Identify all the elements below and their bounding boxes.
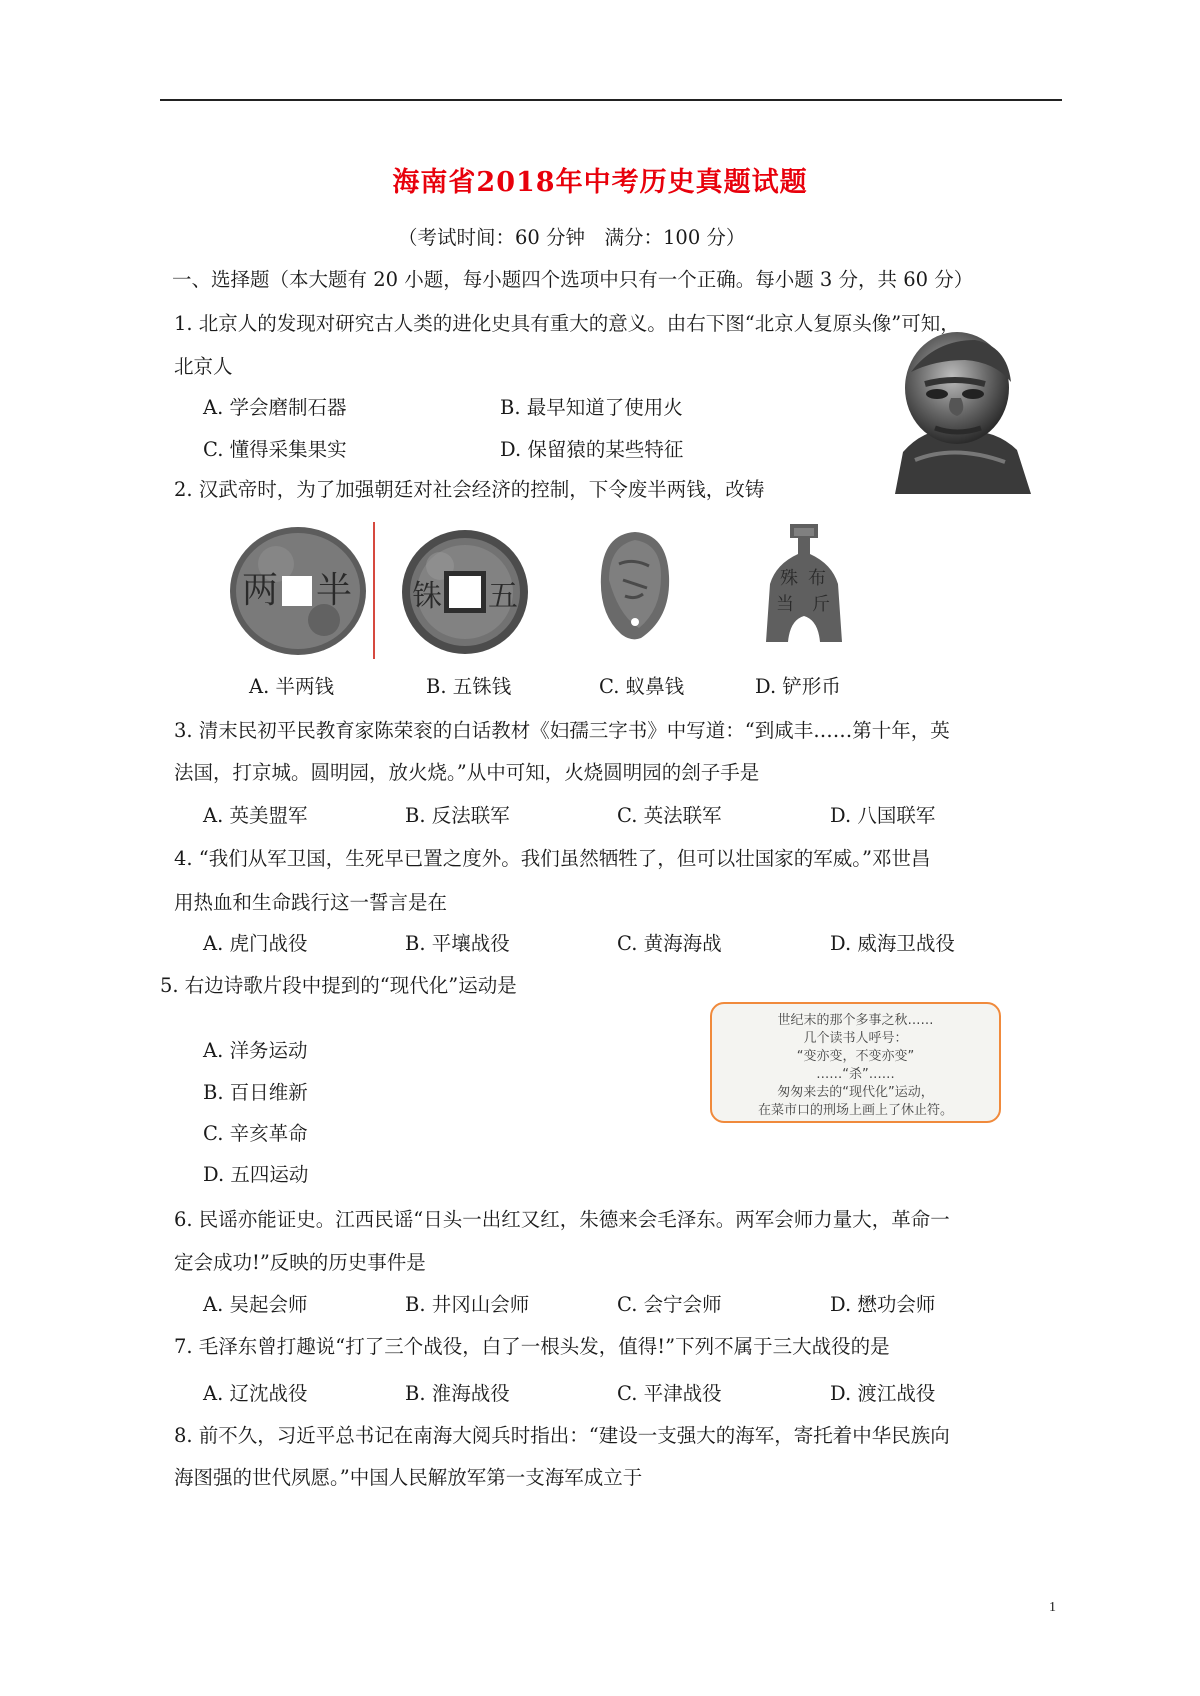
q8-stem-line2: 海图强的世代夙愿。”中国人民解放军第一支海军成立于 xyxy=(174,1466,643,1489)
q3-option-d: D. 八国联军 xyxy=(830,804,936,827)
q2-option-a: A. 半两钱 xyxy=(249,675,334,698)
q7-stem-line1: 7. 毛泽东曾打趣说“打了三个战役，白了一根头发，值得!”下列不属于三大战役的是 xyxy=(174,1335,890,1358)
q7-option-d: D. 渡江战役 xyxy=(830,1382,936,1405)
q1-option-a: A. 学会磨制石器 xyxy=(203,396,347,419)
coin-spade-char-3: 当 xyxy=(776,594,794,615)
q6-option-c: C. 会宁会师 xyxy=(617,1293,722,1316)
coin-banliang-right-char: 半 xyxy=(316,570,353,611)
poem-line-4: ……“杀”…… xyxy=(816,1067,895,1082)
q4-stem-line2: 用热血和生命践行这一誓言是在 xyxy=(174,891,448,914)
q1-option-c: C. 懂得采集果实 xyxy=(203,438,347,461)
q2-option-d: D. 铲形币 xyxy=(755,675,841,698)
exam-info: （考试时间：60 分钟 满分：100 分） xyxy=(398,226,746,249)
coin-wuzhu-left-char: 铢 xyxy=(412,579,442,614)
q2-stem-line1: 2. 汉武帝时，为了加强朝廷对社会经济的控制，下令废半两钱，改铸 xyxy=(174,478,765,501)
page-number: 1 xyxy=(1049,1600,1056,1615)
q5-option-b: B. 百日维新 xyxy=(203,1081,308,1104)
q4-option-d: D. 威海卫战役 xyxy=(830,932,955,955)
q2-option-b: B. 五铢钱 xyxy=(426,675,512,698)
coin-spade-image xyxy=(762,524,846,644)
coin-yibi-image xyxy=(597,530,673,642)
page-title: 海南省2018年中考历史真题试题 xyxy=(392,167,808,198)
q7-option-a: A. 辽沈战役 xyxy=(203,1382,308,1405)
q6-stem-line2: 定会成功!”反映的历史事件是 xyxy=(174,1251,426,1274)
q5-option-d: D. 五四运动 xyxy=(203,1163,309,1186)
poem-line-6: 在菜市口的刑场上画上了休止符。 xyxy=(757,1103,953,1118)
peking-man-bust-image xyxy=(885,332,1035,494)
coin-spade-char-2: 布 xyxy=(808,568,826,589)
q6-option-a: A. 吴起会师 xyxy=(203,1293,308,1316)
q8-stem-line1: 8. 前不久，习近平总书记在南海大阅兵时指出：“建设一支强大的海军，寄托着中华民族向 xyxy=(174,1424,950,1447)
q3-option-c: C. 英法联军 xyxy=(617,804,722,827)
q7-option-c: C. 平津战役 xyxy=(617,1382,722,1405)
poem-line-3: “变亦变，不变亦变” xyxy=(796,1049,915,1064)
q4-option-a: A. 虎门战役 xyxy=(203,932,308,955)
q5-option-c: C. 辛亥革命 xyxy=(203,1122,308,1145)
poem-line-5: 匆匆来去的“现代化”运动， xyxy=(777,1085,934,1100)
q3-option-b: B. 反法联军 xyxy=(405,804,510,827)
q4-option-c: C. 黄海海战 xyxy=(617,932,722,955)
coin-spade-char-4: 斤 xyxy=(812,594,830,615)
q5-stem-line1: 5. 右边诗歌片段中提到的“现代化”运动是 xyxy=(160,974,517,997)
q4-stem-line1: 4. “我们从军卫国，生死早已置之度外。我们虽然牺牲了，但可以壮国家的军威。”邓世昌 xyxy=(174,847,931,870)
q3-stem-line2: 法国，打京城。圆明园，放火烧。”从中可知，火烧圆明园的刽子手是 xyxy=(174,761,760,784)
q7-option-b: B. 淮海战役 xyxy=(405,1382,510,1405)
q1-option-d: D. 保留猿的某些特征 xyxy=(500,438,684,461)
poem-line-2: 几个读书人呼号： xyxy=(803,1031,908,1046)
poem-excerpt-box xyxy=(710,1002,1001,1123)
q6-option-d: D. 懋功会师 xyxy=(830,1293,936,1316)
coin-banliang-image xyxy=(226,524,370,658)
coin-wuzhu-image xyxy=(400,528,530,656)
q3-option-a: A. 英美盟军 xyxy=(203,804,308,827)
coin-banliang-left-char: 两 xyxy=(242,570,279,611)
q3-stem-line1: 3. 清末民初平民教育家陈荣衮的白话教材《妇孺三字书》中写道：“到咸丰……第十年，英 xyxy=(174,719,950,742)
poem-line-1: 世纪末的那个多事之秋…… xyxy=(777,1013,934,1028)
q1-option-b: B. 最早知道了使用火 xyxy=(500,396,683,419)
q1-stem-line2: 北京人 xyxy=(174,355,233,378)
q6-stem-line1: 6. 民谣亦能证史。江西民谣“日头一出红又红，朱德来会毛泽东。两军会师力量大，革命一 xyxy=(174,1208,950,1231)
header-rule xyxy=(160,99,1062,101)
q5-option-a: A. 洋务运动 xyxy=(203,1039,308,1062)
coin-spade-char-1: 殊 xyxy=(780,568,798,589)
q1-stem-line1: 1. 北京人的发现对研究古人类的进化史具有重大的意义。由右下图“北京人复原头像”可知， xyxy=(174,312,960,335)
q6-option-b: B. 井冈山会师 xyxy=(405,1293,530,1316)
coin-wuzhu-right-char: 五 xyxy=(488,579,518,614)
image-divider xyxy=(373,522,375,659)
section-header: 一、选择题（本大题有 20 小题，每小题四个选项中只有一个正确。每小题 3 分，共 60 分） xyxy=(172,268,974,291)
q2-option-c: C. 蚁鼻钱 xyxy=(599,675,685,698)
q4-option-b: B. 平壤战役 xyxy=(405,932,510,955)
